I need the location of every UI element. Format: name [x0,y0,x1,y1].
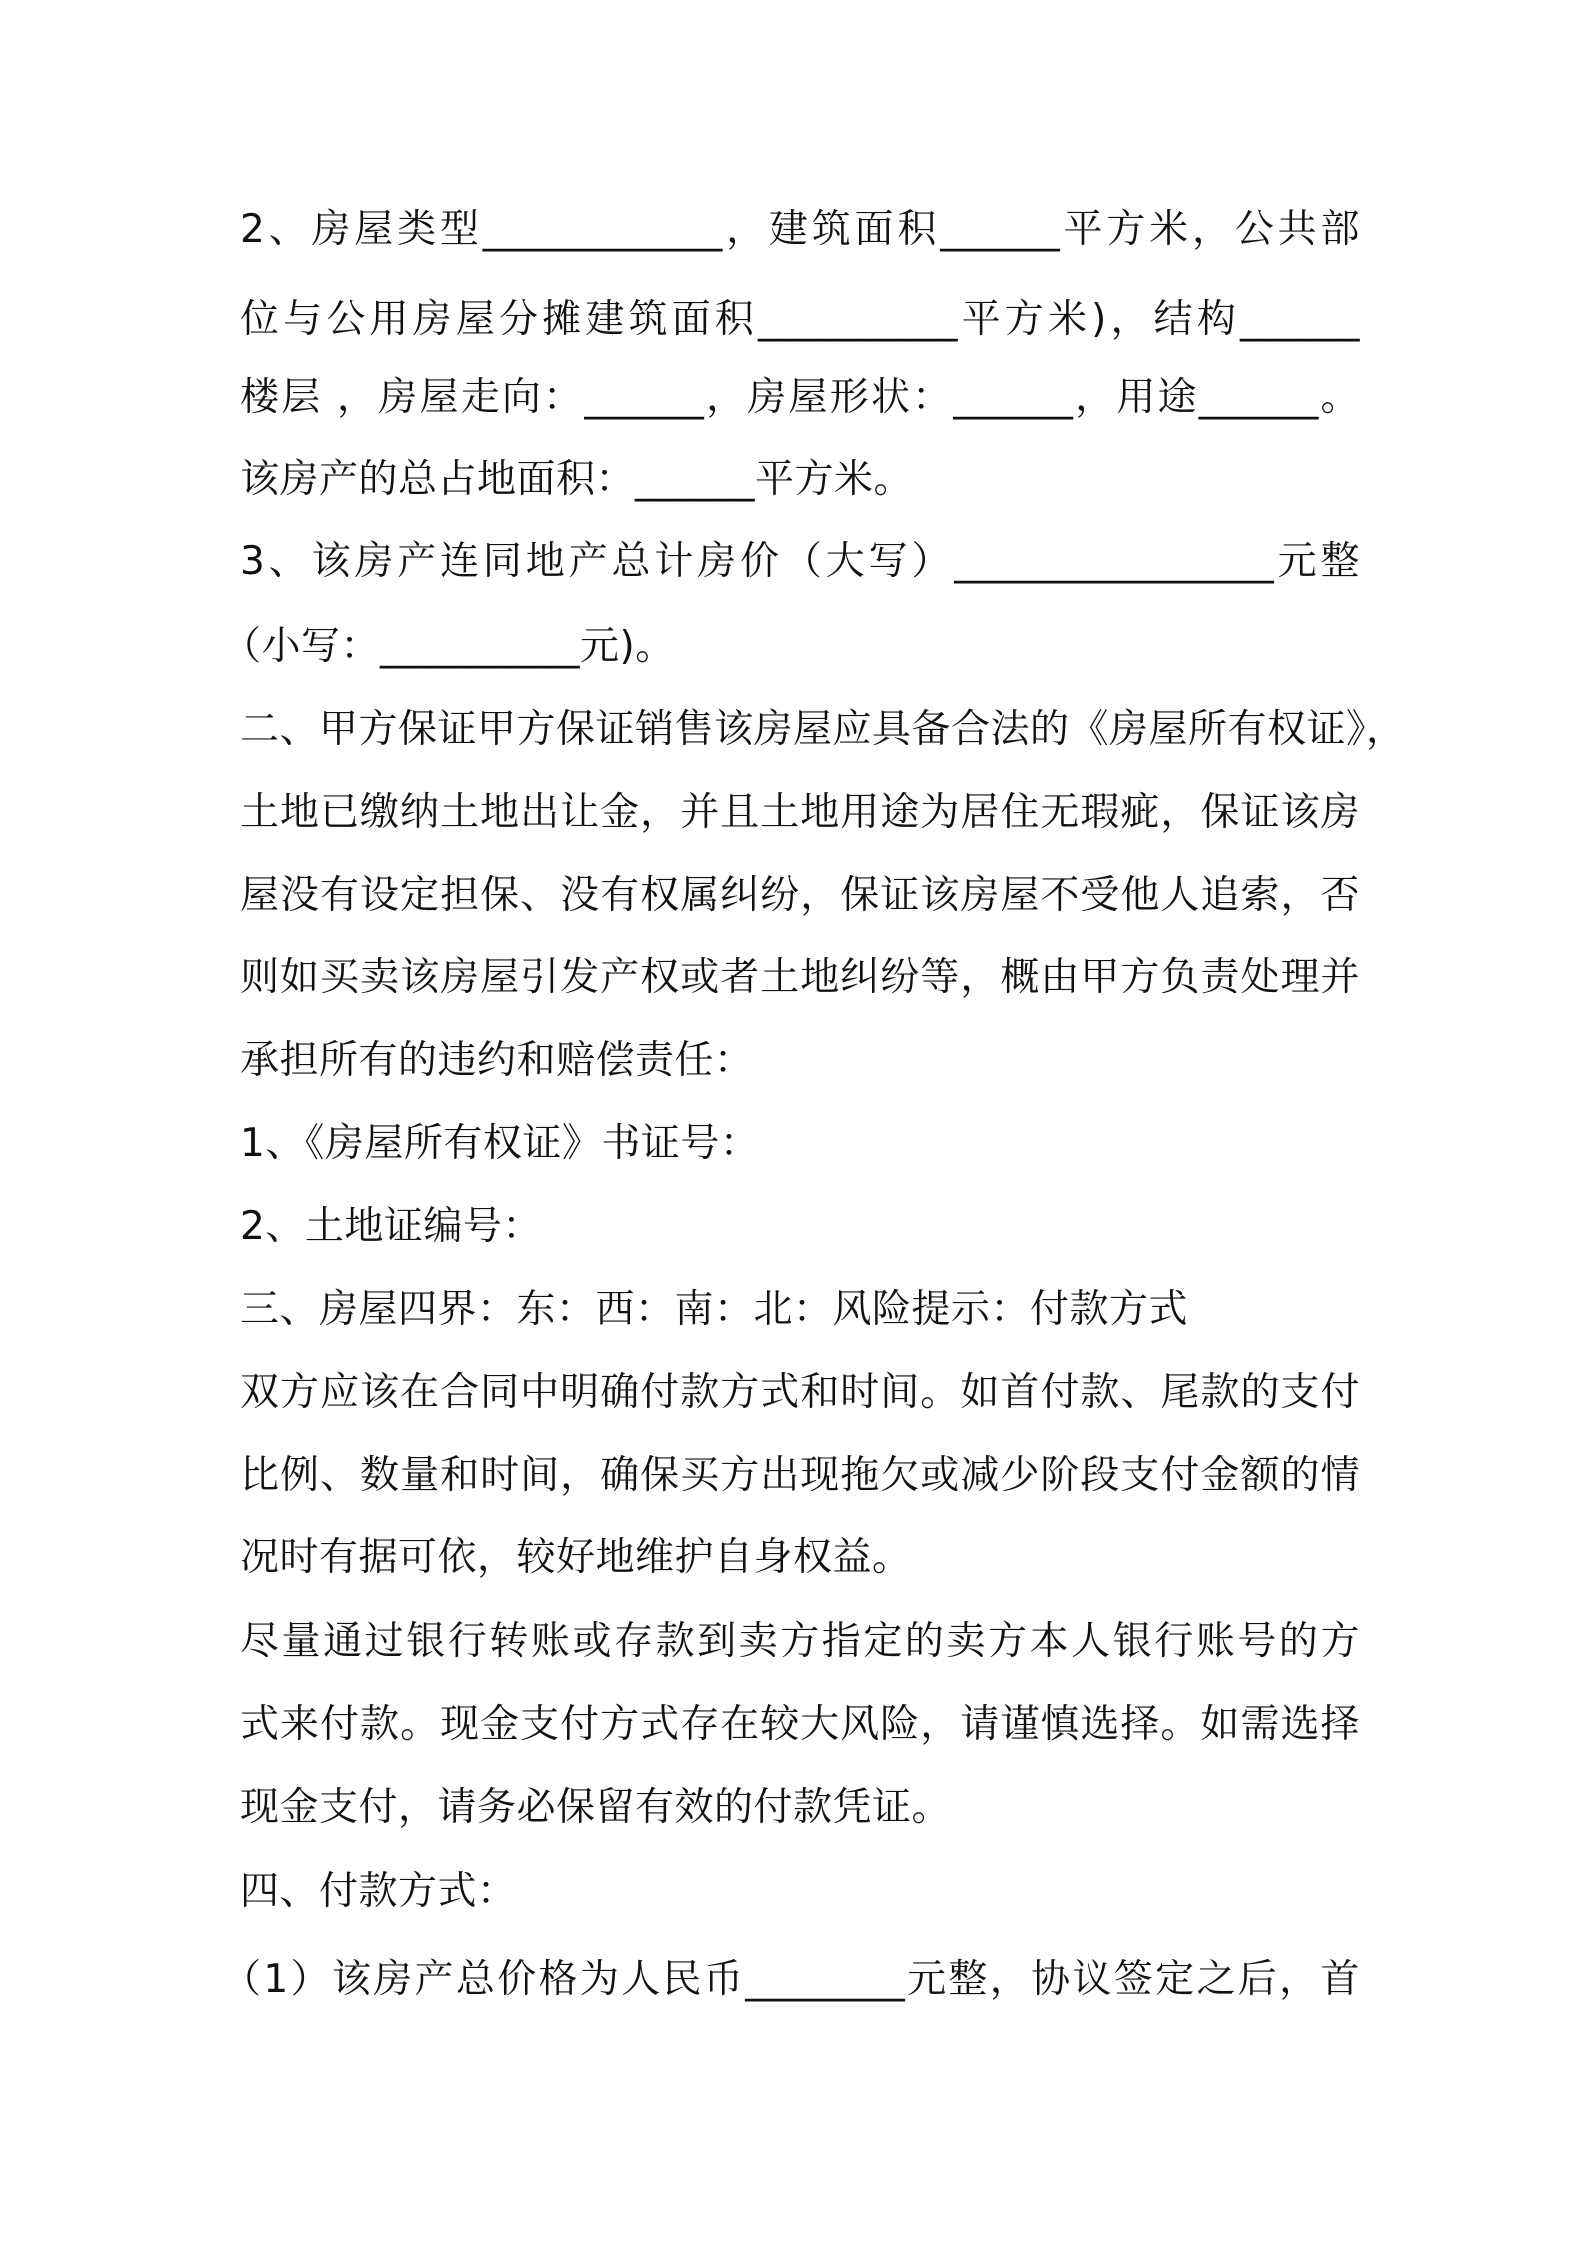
section-2-paragraph-line-3: 屋没有设定担保、没有权属纠纷，保证该房屋不受他人追索，否 [240,873,1360,918]
risk-tip-line-2: 比例、数量和时间，确保买方出现拖欠或减少阶段支付金额的情 [240,1453,1360,1498]
section-2-paragraph-line-5: 承担所有的违约和赔偿责任： [240,1038,754,1083]
section-2-paragraph-line-2: 土地已缴纳土地出让金，并且土地用途为居住无瑕疵，保证该房 [240,790,1360,835]
section-4-heading: 四、付款方式： [240,1869,517,1914]
risk-tip-line-4: 尽量通过银行转账或存款到卖方指定的卖方本人银行账号的方 [240,1619,1360,1664]
section-3-boundaries: 三、房屋四界：东：西：南：北：风险提示：付款方式 [240,1287,1189,1332]
clause-2-floor-orientation: 楼层 ，房屋走向：______，房屋形状：______，用途______。 [240,375,1360,420]
risk-tip-line-6: 现金支付，请务必保留有效的付款凭证。 [240,1785,952,1830]
clause-3-total-price-upper: 3、该房产连同地产总计房价（大写）________________元整 [240,539,1360,584]
risk-tip-line-3: 况时有据可依，较好地维护自身权益。 [240,1535,912,1580]
risk-tip-line-1: 双方应该在合同中明确付款方式和时间。如首付款、尾款的支付 [240,1370,1360,1415]
clause-2-land-area: 该房产的总占地面积：______平方米。 [240,457,914,502]
clause-3-total-price-lower: （小写：__________元)。 [222,624,675,669]
risk-tip-line-5: 式来付款。现金支付方式存在较大风险，请谨慎选择。如需选择 [240,1702,1360,1747]
clause-2-shared-area: 位与公用房屋分摊建筑面积__________平方米)，结构______ [240,297,1360,342]
section-2-heading: 二、甲方保证甲方保证销售该房屋应具备合法的《房屋所有权证》， [240,707,1406,752]
clause-2-house-type: 2、房屋类型____________，建筑面积______平方米，公共部 [240,207,1360,252]
payment-item-1: （1）该房产总价格为人民币________元整，协议签定之后，首 [222,1957,1360,2002]
ownership-certificate-number: 1、《房屋所有权证》书证号： [240,1121,760,1166]
land-certificate-number: 2、土地证编号： [240,1204,542,1249]
section-2-paragraph-line-4: 则如买卖该房屋引发产权或者土地纠纷等，概由甲方负责处理并 [240,955,1360,1000]
